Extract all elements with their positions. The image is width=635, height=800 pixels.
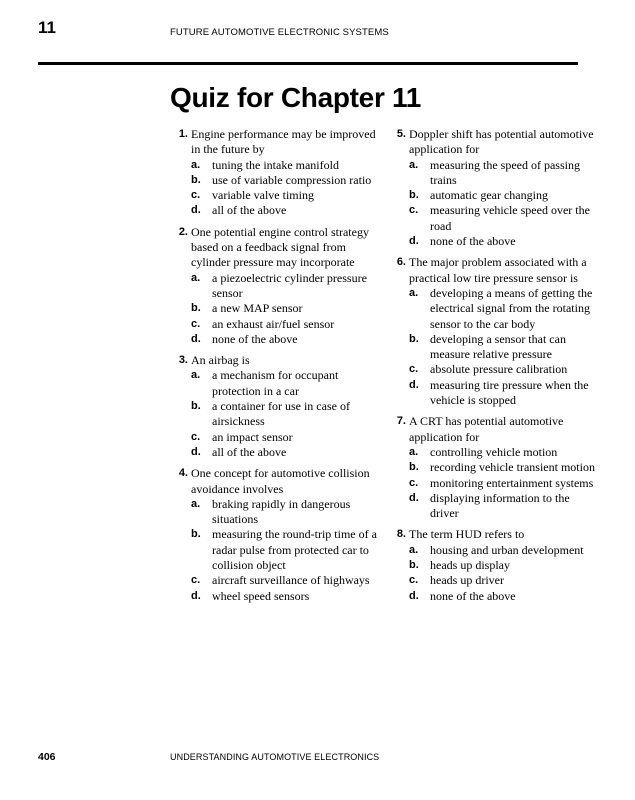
- question-text: A CRT has potential automotive application for: [409, 414, 564, 444]
- quiz-question: [390, 414, 595, 521]
- answer-option: [172, 573, 377, 588]
- question-stem: [172, 225, 377, 271]
- question-stem: [390, 527, 595, 542]
- answer-option: [172, 589, 377, 604]
- option-text: use of variable compression ratio: [212, 172, 372, 187]
- option-text: heads up display: [430, 558, 510, 573]
- option-text: recording vehicle transient motion: [430, 460, 595, 475]
- answer-option: [390, 378, 595, 409]
- quiz-column-left: [172, 127, 377, 610]
- answer-option: [172, 445, 377, 460]
- quiz-question: [172, 225, 377, 347]
- quiz-question: [172, 353, 377, 460]
- option-text: developing a means of getting the electrical signal from the rotating sensor to the car body: [430, 285, 593, 331]
- question-number: 1.: [178, 128, 188, 140]
- question-text: Doppler shift has potential automotive application for: [409, 127, 594, 157]
- question-stem: [390, 255, 595, 286]
- option-text: automatic gear changing: [430, 188, 548, 203]
- option-text: all of the above: [212, 203, 287, 218]
- option-text: absolute pressure calibration: [430, 362, 568, 377]
- option-letter: c.: [191, 430, 201, 443]
- option-letter: c.: [191, 189, 201, 202]
- option-text: controlling vehicle motion: [430, 444, 558, 459]
- option-text: measuring vehicle speed over the road: [430, 203, 590, 233]
- quiz-question: [172, 466, 377, 604]
- answer-option: [390, 476, 595, 491]
- question-number: 4.: [178, 467, 188, 480]
- option-letter: b.: [409, 559, 419, 572]
- answer-option: [172, 188, 377, 203]
- option-text: variable valve timing: [212, 188, 314, 203]
- question-stem: [172, 127, 377, 158]
- option-letter: c.: [191, 574, 201, 587]
- answer-option: [172, 527, 377, 573]
- quiz-question: [390, 127, 595, 249]
- option-letter: a.: [191, 271, 201, 284]
- question-text: One potential engine control strategy based on a feedback signal from cylinder pressure may incorporate: [191, 224, 369, 270]
- answer-option: [390, 543, 595, 558]
- answer-option: [390, 460, 595, 475]
- option-letter: a.: [191, 369, 201, 382]
- option-letter: c.: [191, 317, 201, 330]
- question-text: The term HUD refers to: [409, 527, 525, 542]
- option-letter: c.: [409, 574, 419, 587]
- answer-option: [390, 589, 595, 604]
- quiz-question: [390, 527, 595, 603]
- quiz-question: [390, 255, 595, 408]
- answer-option: [390, 286, 595, 332]
- answer-option: [172, 399, 377, 430]
- option-letter: b.: [191, 173, 201, 186]
- option-text: a new MAP sensor: [212, 301, 303, 316]
- quiz-column-right: [390, 127, 595, 610]
- option-letter: a.: [191, 158, 201, 171]
- option-letter: d.: [191, 204, 201, 217]
- option-text: developing a sensor that can measure relative pressure: [430, 331, 566, 362]
- option-letter: c.: [409, 363, 419, 376]
- answer-option: [390, 491, 595, 522]
- option-letter: a.: [409, 158, 419, 171]
- answer-option: [172, 368, 377, 399]
- option-letter: a.: [409, 445, 419, 458]
- question-number: 2.: [178, 225, 188, 238]
- option-letter: d.: [191, 445, 201, 458]
- option-letter: b.: [409, 461, 419, 474]
- option-text: none of the above: [212, 331, 298, 346]
- answer-option: [390, 234, 595, 249]
- question-number: 6.: [396, 256, 406, 269]
- question-number: 5.: [396, 128, 406, 140]
- option-text: a container for use in case of airsickness: [212, 399, 350, 429]
- chapter-number: 11: [38, 18, 56, 37]
- question-text: One concept for automotive collision avoidance involves: [191, 466, 370, 496]
- question-number: 7.: [396, 415, 406, 428]
- option-text: displaying information to the driver: [430, 490, 570, 521]
- option-text: housing and urban development: [430, 542, 584, 557]
- question-text: An airbag is: [191, 353, 250, 368]
- option-text: none of the above: [430, 234, 516, 249]
- question-number: 8.: [396, 528, 406, 541]
- answer-option: [390, 188, 595, 203]
- answer-option: [390, 573, 595, 588]
- question-number: 3.: [178, 354, 188, 367]
- page-number: 406: [38, 751, 56, 763]
- question-stem: [172, 353, 377, 368]
- answer-option: [172, 497, 377, 528]
- answer-option: [172, 301, 377, 316]
- option-text: none of the above: [430, 588, 516, 603]
- answer-option: [172, 203, 377, 218]
- option-letter: b.: [191, 528, 201, 541]
- option-letter: d.: [409, 491, 419, 504]
- running-header: FUTURE AUTOMOTIVE ELECTRONIC SYSTEMS: [170, 27, 389, 38]
- answer-option: [172, 430, 377, 445]
- option-text: a piezoelectric cylinder pressure sensor: [212, 270, 367, 300]
- quiz-question: [172, 127, 377, 219]
- option-text: wheel speed sensors: [212, 588, 310, 603]
- option-text: aircraft surveillance of highways: [212, 573, 370, 588]
- page-title: Quiz for Chapter 11: [170, 82, 422, 113]
- question-stem: [390, 414, 595, 445]
- option-text: measuring the speed of passing trains: [430, 157, 580, 187]
- option-letter: d.: [409, 235, 419, 248]
- option-letter: b.: [409, 332, 419, 345]
- answer-option: [172, 158, 377, 173]
- answer-option: [172, 271, 377, 302]
- option-text: tuning the intake manifold: [212, 157, 339, 172]
- option-letter: d.: [409, 589, 419, 602]
- question-stem: [172, 466, 377, 497]
- question-text: The major problem associated with a practical low tire pressure sensor is: [409, 255, 587, 285]
- question-text: Engine performance may be improved in the future by: [191, 127, 376, 157]
- option-letter: b.: [409, 189, 419, 202]
- option-text: monitoring entertainment systems: [430, 475, 594, 490]
- option-letter: d.: [409, 378, 419, 391]
- question-stem: [390, 127, 595, 158]
- answer-option: [390, 445, 595, 460]
- option-text: an exhaust air/fuel sensor: [212, 316, 335, 331]
- option-text: heads up driver: [430, 573, 504, 588]
- header-rule: [38, 62, 578, 65]
- option-letter: b.: [191, 302, 201, 315]
- option-text: all of the above: [212, 444, 287, 459]
- option-letter: a.: [409, 543, 419, 556]
- option-letter: a.: [191, 497, 201, 510]
- running-footer: UNDERSTANDING AUTOMOTIVE ELECTRONICS: [170, 752, 380, 762]
- answer-option: [390, 203, 595, 234]
- option-text: an impact sensor: [212, 429, 293, 444]
- answer-option: [390, 332, 595, 363]
- answer-option: [390, 558, 595, 573]
- option-letter: b.: [191, 400, 201, 413]
- answer-option: [390, 362, 595, 377]
- option-letter: a.: [409, 286, 419, 299]
- option-letter: c.: [409, 204, 419, 217]
- answer-option: [390, 158, 595, 189]
- option-letter: c.: [409, 476, 419, 489]
- option-text: measuring the round-trip time of a radar pulse from protected car to collision object: [212, 527, 377, 573]
- option-text: braking rapidly in dangerous situations: [212, 496, 351, 527]
- option-text: a mechanism for occupant protection in a car: [212, 368, 339, 398]
- option-letter: d.: [191, 332, 201, 345]
- option-letter: d.: [191, 589, 201, 602]
- option-text: measuring tire pressure when the vehicle is stopped: [430, 377, 589, 408]
- answer-option: [172, 173, 377, 188]
- answer-option: [172, 317, 377, 332]
- answer-option: [172, 332, 377, 347]
